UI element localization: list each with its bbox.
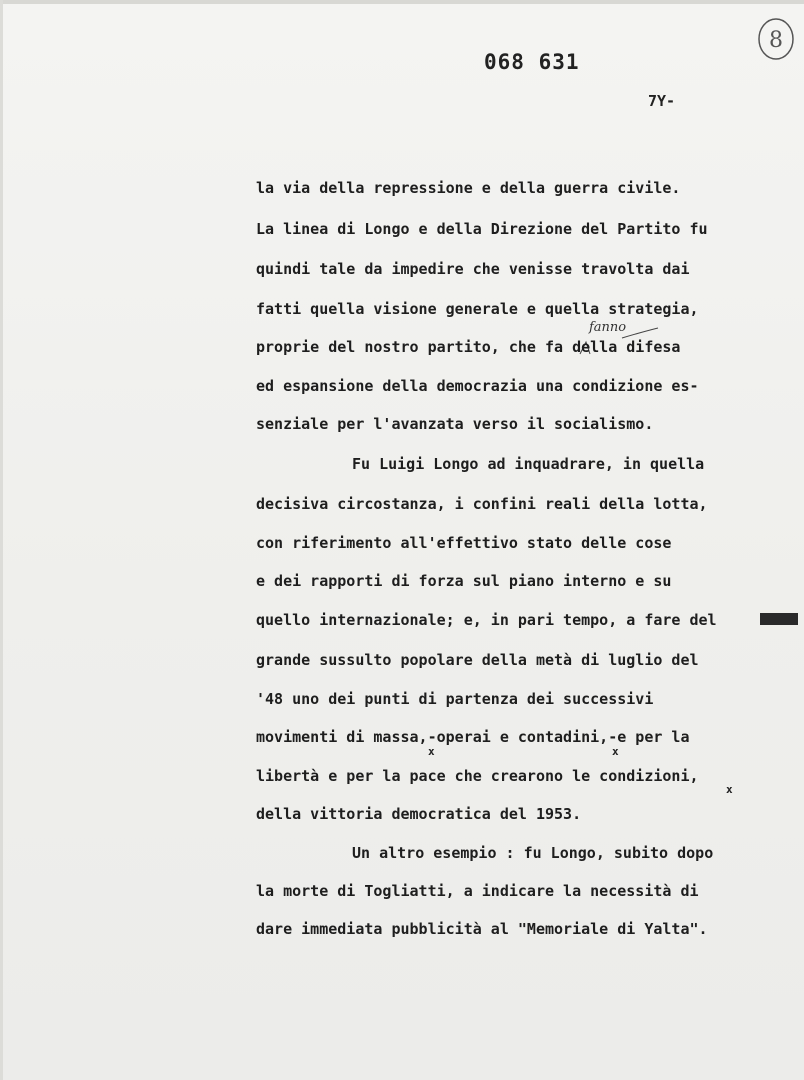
body-line: ed espansione della democrazia una condizione es- (256, 377, 699, 395)
body-line: La linea di Longo e della Direzione del Partito fu (256, 220, 708, 238)
body-line: quindi tale da impedire che venisse travolta dai (256, 260, 690, 278)
page-edge-top (0, 0, 804, 4)
body-line: movimenti di massa,-operai e contadini,-e per la (256, 728, 690, 746)
body-line: Un altro esempio : fu Longo, subito dopo (352, 844, 714, 862)
body-line: libertà e per la pace che crearono le condizioni, (256, 767, 699, 785)
body-line: '48 uno dei punti di partenza dei successivi (256, 690, 654, 708)
archive-number: 068 631 (484, 50, 580, 74)
body-line: decisiva circostanza, i confini reali della lotta, (256, 495, 708, 513)
body-line: con riferimento all'effettivo stato delle cose (256, 534, 672, 552)
circled-number-text: 8 (769, 28, 783, 53)
handwritten-insert: fanno (589, 320, 627, 335)
body-line: proprie del nostro partito, che fa della difesa (256, 338, 681, 356)
correction-mark-icon: x (612, 745, 619, 758)
struck-out-word (760, 613, 798, 625)
body-line: la via della repressione e della guerra civile. (256, 179, 681, 197)
page-number: 7Y- (648, 92, 676, 110)
body-line: quello internazionale; e, in pari tempo, a fare del (256, 611, 717, 629)
body-line: senziale per l'avanzata verso il socialismo. (256, 415, 654, 433)
circle-mark-icon (756, 16, 796, 62)
correction-mark-icon: x (428, 745, 435, 758)
page-edge-left (0, 0, 3, 1080)
body-line: fatti quella visione generale e quella strategia, (256, 300, 699, 318)
body-line: la morte di Togliatti, a indicare la necessità di (256, 882, 699, 900)
body-line: Fu Luigi Longo ad inquadrare, in quella (352, 455, 705, 473)
circled-page-mark (756, 16, 796, 62)
body-line: grande sussulto popolare della metà di luglio del (256, 651, 699, 669)
correction-mark-icon: x (726, 783, 733, 796)
body-line: e dei rapporti di forza sul piano interno e su (256, 572, 672, 590)
body-line: della vittoria democratica del 1953. (256, 805, 582, 823)
body-line: dare immediata pubblicità al "Memoriale di Yalta". (256, 920, 708, 938)
